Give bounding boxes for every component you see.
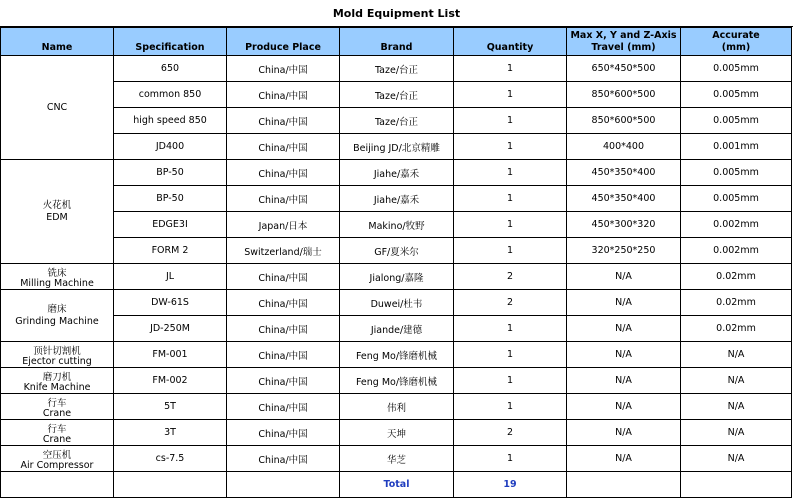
group-grinding[interactable] <box>1 290 114 342</box>
group-label: 磨床 <box>47 303 67 315</box>
table-row <box>1 56 792 82</box>
group-label: 行车 <box>47 424 67 435</box>
table-row <box>1 134 792 160</box>
qty-cell[interactable]: 1 <box>454 160 567 186</box>
qty-cell[interactable]: 1 <box>454 56 567 82</box>
brand-cell[interactable]: Taze/台正 <box>340 108 454 134</box>
header-brand[interactable]: Brand <box>340 28 454 56</box>
travel-cell[interactable]: N/A <box>567 368 681 394</box>
table-row <box>1 238 792 264</box>
brand-cell[interactable]: 华芝 <box>340 446 454 472</box>
brand-cell[interactable]: 伟利 <box>340 394 454 420</box>
travel-cell[interactable]: 650*450*500 <box>567 56 681 82</box>
table-row <box>1 420 792 446</box>
qty-cell[interactable]: 1 <box>454 368 567 394</box>
accurate-cell[interactable]: 0.005mm <box>681 160 792 186</box>
brand-cell[interactable]: Taze/台正 <box>340 82 454 108</box>
table-row <box>1 186 792 212</box>
total-row <box>1 472 792 498</box>
spec-cell[interactable]: JD400 <box>114 134 227 160</box>
place-cell[interactable]: China/中国 <box>227 82 340 108</box>
accurate-cell[interactable]: 0.002mm <box>681 238 792 264</box>
header-accurate-line2: (mm) <box>721 42 751 53</box>
brand-cell[interactable]: 天坤 <box>340 420 454 446</box>
place-cell[interactable]: China/中国 <box>227 264 340 290</box>
spec-cell[interactable]: EDGE3I <box>114 212 227 238</box>
brand-cell[interactable]: Jiahe/嘉禾 <box>340 186 454 212</box>
equipment-table <box>0 27 792 498</box>
group-air-compressor[interactable] <box>1 446 114 472</box>
spec-cell[interactable]: 3T <box>114 420 227 446</box>
place-cell[interactable]: China/中国 <box>227 56 340 82</box>
group-cnc[interactable] <box>1 56 114 160</box>
header-specification[interactable]: Specification <box>114 28 227 56</box>
accurate-cell[interactable]: 0.001mm <box>681 134 792 160</box>
header-accurate[interactable] <box>681 28 792 56</box>
empty-cell[interactable] <box>114 472 227 498</box>
brand-cell[interactable]: Feng Mo/锋磨机械 <box>340 368 454 394</box>
accurate-cell[interactable]: N/A <box>681 394 792 420</box>
group-label: 空压机 <box>42 450 72 461</box>
group-label: Milling Machine <box>20 278 94 289</box>
travel-cell[interactable]: 400*400 <box>567 134 681 160</box>
qty-cell[interactable]: 1 <box>454 394 567 420</box>
brand-cell[interactable]: Jiahe/嘉禾 <box>340 160 454 186</box>
header-row <box>1 28 792 56</box>
travel-cell[interactable]: 850*600*500 <box>567 108 681 134</box>
table-row <box>1 212 792 238</box>
group-label: 火花机 <box>42 199 72 211</box>
travel-cell[interactable]: 450*300*320 <box>567 212 681 238</box>
brand-cell[interactable]: GF/夏米尔 <box>340 238 454 264</box>
table-row <box>1 290 792 316</box>
total-label[interactable]: Total <box>340 472 454 498</box>
group-knife-machine[interactable] <box>1 368 114 394</box>
table-row <box>1 394 792 420</box>
travel-cell[interactable]: 850*600*500 <box>567 82 681 108</box>
spec-cell[interactable]: FORM 2 <box>114 238 227 264</box>
qty-cell[interactable]: 1 <box>454 446 567 472</box>
accurate-cell[interactable]: 0.005mm <box>681 56 792 82</box>
brand-cell[interactable]: Jialong/嘉隆 <box>340 264 454 290</box>
header-travel-line1: Max X, Y and Z-Axis <box>570 30 677 41</box>
travel-cell[interactable]: 320*250*250 <box>567 238 681 264</box>
place-cell[interactable]: China/中国 <box>227 368 340 394</box>
spec-cell[interactable]: high speed 850 <box>114 108 227 134</box>
group-label: 铣床 <box>47 268 67 279</box>
table-row <box>1 264 792 290</box>
brand-cell[interactable]: Jiande/建德 <box>340 316 454 342</box>
group-label: Crane <box>42 434 72 445</box>
group-crane-5t[interactable] <box>1 394 114 420</box>
brand-cell[interactable]: Duwei/杜韦 <box>340 290 454 316</box>
travel-cell[interactable]: 450*350*400 <box>567 186 681 212</box>
group-label: Ejector cutting <box>22 356 92 367</box>
group-label: CNC <box>46 101 68 113</box>
place-cell[interactable]: China/中国 <box>227 446 340 472</box>
table-row <box>1 342 792 368</box>
travel-cell[interactable]: N/A <box>567 394 681 420</box>
accurate-cell[interactable]: 0.005mm <box>681 82 792 108</box>
accurate-cell[interactable]: 0.02mm <box>681 316 792 342</box>
spec-cell[interactable]: DW-61S <box>114 290 227 316</box>
qty-cell[interactable]: 1 <box>454 186 567 212</box>
empty-cell[interactable] <box>1 472 114 498</box>
accurate-cell[interactable]: 0.005mm <box>681 186 792 212</box>
group-label: EDM <box>46 211 68 223</box>
qty-cell[interactable]: 2 <box>454 290 567 316</box>
spec-cell[interactable]: 650 <box>114 56 227 82</box>
header-accurate-line1: Accurate <box>712 30 760 41</box>
group-label: 行车 <box>47 398 67 409</box>
brand-cell[interactable]: Taze/台正 <box>340 56 454 82</box>
qty-cell[interactable]: 1 <box>454 82 567 108</box>
group-label: Grinding Machine <box>15 315 99 327</box>
place-cell[interactable]: China/中国 <box>227 316 340 342</box>
place-cell[interactable]: China/中国 <box>227 342 340 368</box>
spec-cell[interactable]: 5T <box>114 394 227 420</box>
table-row <box>1 446 792 472</box>
spec-cell[interactable]: JD-250M <box>114 316 227 342</box>
spec-cell[interactable]: JL <box>114 264 227 290</box>
travel-cell[interactable]: N/A <box>567 446 681 472</box>
group-edm[interactable] <box>1 160 114 264</box>
header-quantity[interactable]: Quantity <box>454 28 567 56</box>
spec-cell[interactable]: BP-50 <box>114 160 227 186</box>
accurate-cell[interactable]: N/A <box>681 446 792 472</box>
empty-cell[interactable] <box>567 472 681 498</box>
place-cell[interactable]: China/中国 <box>227 134 340 160</box>
qty-cell[interactable]: 1 <box>454 238 567 264</box>
header-travel[interactable] <box>567 28 681 56</box>
group-crane-3t[interactable] <box>1 420 114 446</box>
group-label: 磨刀机 <box>42 372 72 383</box>
qty-cell[interactable]: 1 <box>454 316 567 342</box>
table-row <box>1 108 792 134</box>
group-ejector-cutting[interactable] <box>1 342 114 368</box>
group-label: Air Compressor <box>20 460 94 471</box>
table-row <box>1 316 792 342</box>
brand-cell[interactable]: Makino/牧野 <box>340 212 454 238</box>
empty-cell[interactable] <box>227 472 340 498</box>
accurate-cell[interactable]: 0.02mm <box>681 264 792 290</box>
qty-cell[interactable]: 1 <box>454 342 567 368</box>
accurate-cell[interactable]: 0.005mm <box>681 108 792 134</box>
header-name[interactable]: Name <box>1 28 114 56</box>
qty-cell[interactable]: 1 <box>454 134 567 160</box>
qty-cell[interactable]: 2 <box>454 420 567 446</box>
group-label: Crane <box>42 408 72 419</box>
total-value[interactable]: 19 <box>454 472 567 498</box>
brand-cell[interactable]: Beijing JD/北京精雕 <box>340 134 454 160</box>
travel-cell[interactable]: N/A <box>567 290 681 316</box>
travel-cell[interactable]: N/A <box>567 420 681 446</box>
accurate-cell[interactable]: N/A <box>681 368 792 394</box>
group-label: 顶针切割机 <box>33 346 81 357</box>
accurate-cell[interactable]: N/A <box>681 342 792 368</box>
accurate-cell[interactable]: N/A <box>681 420 792 446</box>
table-row <box>1 82 792 108</box>
place-cell[interactable]: China/中国 <box>227 290 340 316</box>
place-cell[interactable]: Japan/日本 <box>227 212 340 238</box>
group-milling[interactable] <box>1 264 114 290</box>
place-cell[interactable]: China/中国 <box>227 420 340 446</box>
place-cell[interactable]: China/中国 <box>227 186 340 212</box>
spec-cell[interactable]: BP-50 <box>114 186 227 212</box>
place-cell[interactable]: China/中国 <box>227 160 340 186</box>
spec-cell[interactable]: common 850 <box>114 82 227 108</box>
header-produce-place[interactable]: Produce Place <box>227 28 340 56</box>
accurate-cell[interactable]: 0.002mm <box>681 212 792 238</box>
accurate-cell[interactable]: 0.02mm <box>681 290 792 316</box>
header-travel-line2: Travel (mm) <box>591 42 656 53</box>
qty-cell[interactable]: 1 <box>454 212 567 238</box>
sheet-title: Mold Equipment List <box>0 0 793 27</box>
place-cell[interactable]: China/中国 <box>227 394 340 420</box>
spec-cell[interactable]: FM-002 <box>114 368 227 394</box>
travel-cell[interactable]: N/A <box>567 316 681 342</box>
table-row <box>1 160 792 186</box>
group-label: Knife Machine <box>23 382 91 393</box>
empty-cell[interactable] <box>681 472 792 498</box>
travel-cell[interactable]: N/A <box>567 264 681 290</box>
spec-cell[interactable]: cs-7.5 <box>114 446 227 472</box>
travel-cell[interactable]: 450*350*400 <box>567 160 681 186</box>
place-cell[interactable]: Switzerland/瑞士 <box>227 238 340 264</box>
qty-cell[interactable]: 1 <box>454 108 567 134</box>
table-row <box>1 368 792 394</box>
brand-cell[interactable]: Feng Mo/锋磨机械 <box>340 342 454 368</box>
qty-cell[interactable]: 2 <box>454 264 567 290</box>
place-cell[interactable]: China/中国 <box>227 108 340 134</box>
spec-cell[interactable]: FM-001 <box>114 342 227 368</box>
travel-cell[interactable]: N/A <box>567 342 681 368</box>
